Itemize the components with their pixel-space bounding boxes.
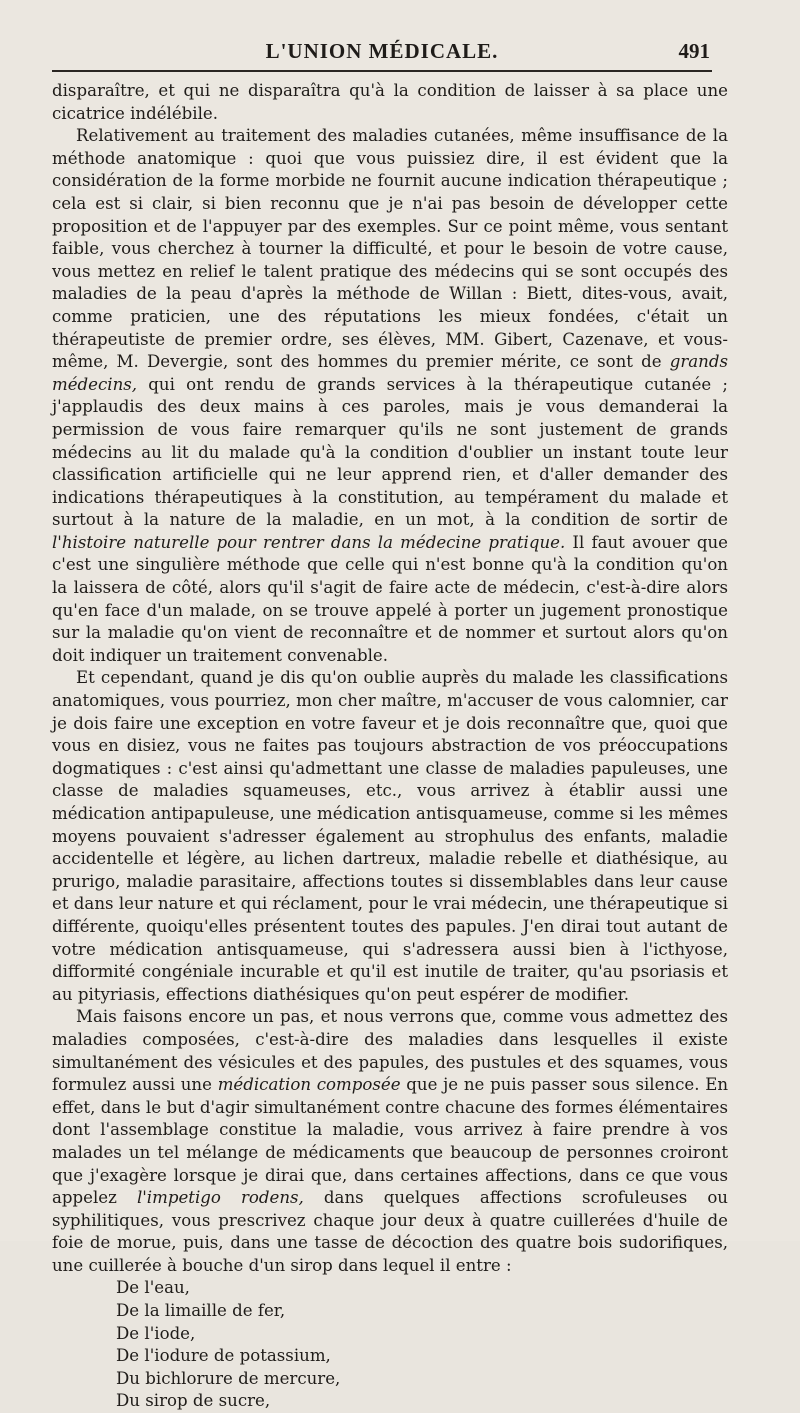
emphasis-grands-medecins: grands médecins, (52, 352, 728, 394)
paragraph-1-text: disparaître, et qui ne disparaîtra qu'à la condition de laisser à sa place une cicatrice indélébile. (52, 81, 728, 123)
emphasis-histoire-naturelle: l'histoire naturelle pour rentrer dans la médecine pratique. (52, 532, 566, 552)
paragraph-2-text-a: Relativement au traitement des maladies cutanées, même insuffisance de la méthode anatomique : quoi que vous puissiez dire, il est évident que la considération de la forme morbide ne fournit aucune indication thérapeutique ; cela est si clair, si bien reconnu que je n'ai pas besoin de développer cette proposition et de l'appuyer par des exemples. Sur ce point même, vous sentant faible, vous cherchez à tourner la difficulté, et pour le besoin de votre cause, vous mettez en relief le talent pratique des médecins qui se sont occupés des maladies de la peau d'après la méthode de Willan : Biett, dites-vous, avait, comme praticien, une des réputations les mieux fondées, c'était un thérapeutiste de premier ordre, ses élèves, MM. Gibert, Cazenave, et vous-même, M. Devergie, sont des hommes du premier mérite, ce sont de (52, 126, 728, 372)
body-text (52, 80, 728, 1413)
ingredient-item: De la limaille de fer, (116, 1301, 286, 1321)
ingredient-item: Du bichlorure de mercure, (116, 1368, 341, 1388)
paragraph-3-text: Et cependant, quand je dis qu'on oublie auprès du malade les classifications anatomiques, vous pourriez, mon cher maître, m'accuser de vous calomnier, car je dois faire une exception en votre faveur et je dois reconnaître que, quoi que vous en disiez, vous ne faites pas toujours abstraction de vos préoccupations dogmatiques : c'est ainsi qu'admettant une classe de maladies papuleuses, une classe de maladies squameuses, etc., vous arrivez à établir aussi une médication antipapuleuse, une médication antisquameuse, comme si les mêmes moyens pouvaient s'adresser également au strophulus des enfants, maladie accidentelle et légère, au lichen dartreux, maladie rebelle et diathésique, au prurigo, maladie parasitaire, affections toutes si dissemblables dans leur cause et dans leur nature et qui réclament, pour le vrai médecin, une thérapeutique si différente, quoiqu'elles présentent toutes des papules. J'en dirai tout autant de votre médication antisquameuse, qui s'adressera aussi bien à l'icthyose, difformité congéniale incurable et qu'il est inutile de traiter, qu'au psoriasis et au pityriasis, effections diathésiques qu'on peut espérer de modifier. (52, 668, 728, 1004)
paragraph-3 (52, 667, 728, 1006)
paragraph-2-text-c: qui ont rendu de grands services à la thérapeutique cutanée ; j'applaudis des deux mains à ces paroles, mais je vous demanderai la permission de vous faire remarquer qu'ils ne sont justement de grands médecins au lit du malade qu'à la condition d'oublier un instant toute leur classification artificielle qui ne leur apprend rien, et d'aller demander des indications thérapeutiques à la constitution, au tempérament du malade et surtout à la nature de la maladie, en un mot, à la condition de sortir de (52, 374, 728, 530)
emphasis-medication-composee: médication composée (217, 1075, 401, 1095)
header-rule (52, 70, 712, 72)
running-title: L'UNION MÉDICALE. (265, 39, 499, 63)
paragraph-2-text-e: Il faut avouer que c'est une singulière méthode que celle qui n'est bonne qu'à la condition qu'on la laissera de côté, alors qu'il s'agit de faire acte de médecin, c'est-à-dire alors qu'en face d'un malade, on se trouve appelé à porter un jugement pronostique sur la maladie qu'on vient de reconnaître et de nommer et surtout alors qu'on doit indiquer un traitement convenable. (52, 532, 728, 665)
paragraph-4 (52, 1006, 728, 1277)
ingredient-item: Du sirop de sucre, (116, 1391, 271, 1411)
page-header (52, 37, 712, 71)
paragraph-1 (52, 80, 728, 125)
paragraph-4-text-c: que je ne puis passer sous silence. En effet, dans le but d'agir simultanément contre chacune des formes élémentaires dont l'assemblage constitue la maladie, vous arrivez à faire prendre à vos malades un tel mélange de médicaments que beaucoup de personnes croiront que j'exagère lorsque je dirai que, dans certaines affections, dans ce que vous appelez (52, 1075, 729, 1208)
paragraph-2 (52, 125, 728, 667)
ingredient-item: De l'iode, (116, 1323, 196, 1343)
ingredient-list (52, 1277, 728, 1413)
paragraph-4-text-a: Mais faisons encore un pas, et nous verrons que, comme vous admettez des maladies composées, c'est-à-dire des maladies dans lesquelles il existe simultanément des vésicules et des papules, des pustules et des squames, vous formulez aussi une (52, 1007, 728, 1095)
emphasis-impetigo-rodens: l'impetigo rodens, (136, 1188, 304, 1208)
page-number: 491 (678, 39, 710, 63)
paragraph-4-text-e: dans quelques affections scrofuleuses ou syphilitiques, vous prescrivez chaque jour deux à quatre cuillerées d'huile de foie de morue, puis, dans une tasse de décoction des quatre bois sudorifiques, une cuillerée à bouche d'un sirop dans lequel il entre : (52, 1188, 728, 1275)
ingredient-item: De l'eau, (116, 1278, 190, 1298)
ingredient-item: De l'iodure de potassium, (116, 1346, 331, 1366)
